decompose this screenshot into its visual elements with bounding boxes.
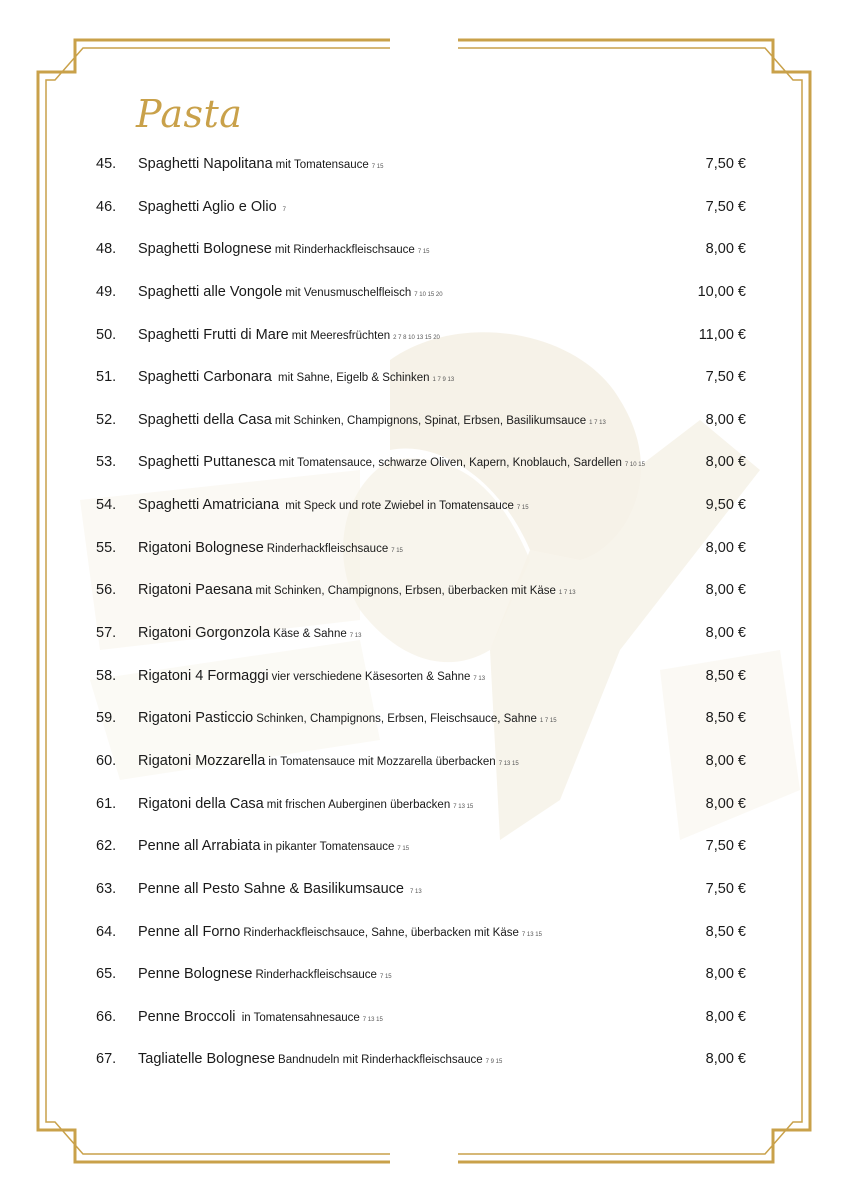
menu-item [96,540,746,583]
menu-item [96,838,746,881]
item-allergens: 7 13 15 [362,1016,383,1023]
item-description [138,881,676,897]
item-detail: Rinderhackfleischsauce, Sahne, überbacken mit Käse [243,926,519,939]
item-name: Spaghetti alle Vongole [138,283,283,300]
item-description [138,199,676,215]
item-description [138,838,676,854]
item-name: Rigatoni della Casa [138,795,264,812]
item-description [138,156,676,172]
menu-item [96,796,746,839]
item-price: 8,00 € [705,966,746,983]
item-number: 57. [96,625,117,642]
item-description [138,454,676,470]
menu-item [96,582,746,625]
item-number: 56. [96,582,117,599]
item-number: 52. [96,411,117,428]
item-description [138,966,676,982]
item-description [138,497,676,513]
item-detail: mit Meeresfrüchten [291,329,391,342]
item-name: Tagliatelle Bolognese [138,1051,276,1068]
item-description [138,1051,676,1067]
item-description [138,540,676,556]
item-price: 8,00 € [705,241,746,258]
item-name: Spaghetti della Casa [138,411,272,428]
item-name: Spaghetti Aglio e Olio [138,198,277,215]
item-description [138,625,676,641]
item-detail: mit Speck und rote Zwiebel in Tomatensauce [282,500,514,513]
item-detail: mit Sahne, Eigelb & Schinken [274,372,430,385]
page-title: Pasta [136,92,243,136]
item-number: 60. [96,752,117,769]
item-detail: mit Tomatensauce [275,159,369,171]
item-number: 50. [96,326,117,343]
item-price: 8,00 € [705,1008,746,1025]
item-allergens: 7 15 [397,846,410,853]
item-number: 61. [96,795,117,812]
item-price: 9,50 € [705,497,746,514]
item-name: Rigatoni Gorgonzola [138,625,271,642]
item-price: 7,50 € [705,880,746,897]
item-number: 49. [96,283,117,300]
item-name: Rigatoni Mozzarella [138,752,266,769]
item-detail: vier verschiedene Käsesorten & Sahne [271,670,471,683]
item-description [138,1009,676,1025]
item-allergens: 7 15 [516,505,529,512]
item-allergens: 7 13 15 [521,931,542,938]
item-number: 55. [96,539,117,556]
item-price: 7,50 € [705,838,746,855]
item-number: 65. [96,966,117,983]
item-price: 8,00 € [705,1051,746,1068]
item-number: 45. [96,156,117,172]
item-detail: Rinderhackfleischsauce [255,969,377,982]
item-detail: in Tomatensahnesauce [238,1011,360,1024]
item-allergens: 7 [282,206,286,213]
item-detail: Rinderhackfleischsauce [266,542,389,555]
item-price: 10,00 € [697,283,746,300]
item-price: 8,00 € [705,454,746,471]
menu-item [96,454,746,497]
item-number: 46. [96,198,117,215]
menu-item [96,710,746,753]
item-detail: mit Venusmuschelfleisch [285,286,412,299]
menu-item [96,625,746,668]
item-name: Spaghetti Napolitana [138,156,273,172]
item-name: Spaghetti Bolognese [138,241,272,258]
item-allergens: 7 13 [410,888,422,895]
item-detail: Käse & Sahne [273,628,347,641]
item-allergens: 7 10 15 [624,462,645,469]
item-allergens: 7 9 15 [485,1059,503,1066]
item-name: Penne Bolognese [138,966,253,983]
item-allergens: 7 13 15 [453,803,474,810]
item-detail: Schinken, Champignons, Erbsen, Fleischsauce, Sahne [256,713,537,726]
item-name: Spaghetti Puttanesca [138,454,276,471]
item-detail: Bandnudeln mit Rinderhackfleischsauce [278,1054,483,1067]
item-description [138,284,676,300]
menu-item [96,241,746,284]
menu-item [96,284,746,327]
item-name: Rigatoni 4 Formaggi [138,667,269,684]
item-price: 8,00 € [705,752,746,769]
item-allergens: 2 7 8 10 13 15 20 [393,334,440,341]
menu-item [96,924,746,967]
item-description [138,753,676,769]
menu-item [96,1051,746,1094]
item-allergens: 1 7 15 [539,718,557,725]
item-allergens: 7 13 [473,675,486,682]
menu-item [96,668,746,711]
menu-item [96,327,746,370]
item-price: 8,00 € [705,795,746,812]
item-number: 67. [96,1051,117,1068]
item-name: Penne all Forno [138,923,241,940]
menu-item [96,966,746,1009]
item-name: Penne all Arrabiata [138,838,261,855]
item-price: 7,50 € [705,156,746,172]
item-allergens: 7 10 15 20 [414,291,443,298]
item-name: Spaghetti Amatriciana [138,497,280,514]
item-description [138,796,676,812]
item-number: 58. [96,667,117,684]
item-price: 8,00 € [705,411,746,428]
item-allergens: 1 7 13 [558,590,576,597]
item-name: Rigatoni Paesana [138,582,253,599]
item-name: Penne Broccoli [138,1008,236,1025]
item-allergens: 7 15 [391,547,403,554]
item-price: 11,00 € [698,326,746,343]
menu-item [96,412,746,455]
item-price: 8,50 € [705,667,746,684]
item-name: Penne all Pesto Sahne & Basilikumsauce [138,880,404,897]
item-description [138,924,676,940]
item-number: 63. [96,880,117,897]
item-price: 8,50 € [705,710,746,727]
item-description [138,668,676,684]
menu-item [96,369,746,412]
item-number: 54. [96,497,117,514]
menu-item [96,753,746,796]
item-detail: in Tomatensauce mit Mozzarella überbacken [268,755,496,768]
item-allergens: 7 13 15 [498,760,519,767]
item-number: 64. [96,923,117,940]
menu-list [96,156,746,1094]
menu-item [96,156,746,199]
item-price: 8,50 € [705,923,746,940]
item-description [138,582,676,598]
item-allergens: 1 7 13 [589,419,606,426]
item-price: 8,00 € [705,625,746,642]
item-allergens: 7 15 [379,974,392,981]
item-price: 7,50 € [705,369,746,386]
item-description [138,241,676,257]
item-description [138,710,676,726]
menu-item [96,1009,746,1052]
item-allergens: 7 15 [417,249,430,256]
item-price: 7,50 € [705,198,746,215]
menu-item [96,199,746,242]
item-number: 62. [96,838,117,855]
item-description [138,412,676,428]
item-name: Spaghetti Carbonara [138,369,272,386]
item-number: 48. [96,241,117,258]
item-detail: mit frischen Auberginen überbacken [266,798,451,811]
item-number: 66. [96,1008,117,1025]
item-number: 53. [96,454,117,471]
item-price: 8,00 € [705,539,746,556]
item-detail: in pikanter Tomatensauce [263,841,395,854]
item-name: Rigatoni Bolognese [138,539,264,556]
item-allergens: 1 7 9 13 [432,377,455,384]
item-detail: mit Tomatensauce, schwarze Oliven, Kapern, Knoblauch, Sardellen [278,457,622,470]
menu-item [96,497,746,540]
item-name: Rigatoni Pasticcio [138,710,254,727]
item-description [138,369,676,385]
item-name: Spaghetti Frutti di Mare [138,326,289,343]
item-number: 51. [96,369,117,386]
item-detail: mit Schinken, Champignons, Erbsen, überbacken mit Käse [255,585,556,598]
item-number: 59. [96,710,117,727]
item-detail: mit Schinken, Champignons, Spinat, Erbsen, Basilikumsauce [274,414,587,427]
item-allergens: 7 15 [371,164,384,170]
item-allergens: 7 13 [349,633,362,640]
menu-item [96,881,746,924]
item-description [138,327,676,343]
item-detail: mit Rinderhackfleischsauce [274,244,415,257]
item-price: 8,00 € [705,582,746,599]
